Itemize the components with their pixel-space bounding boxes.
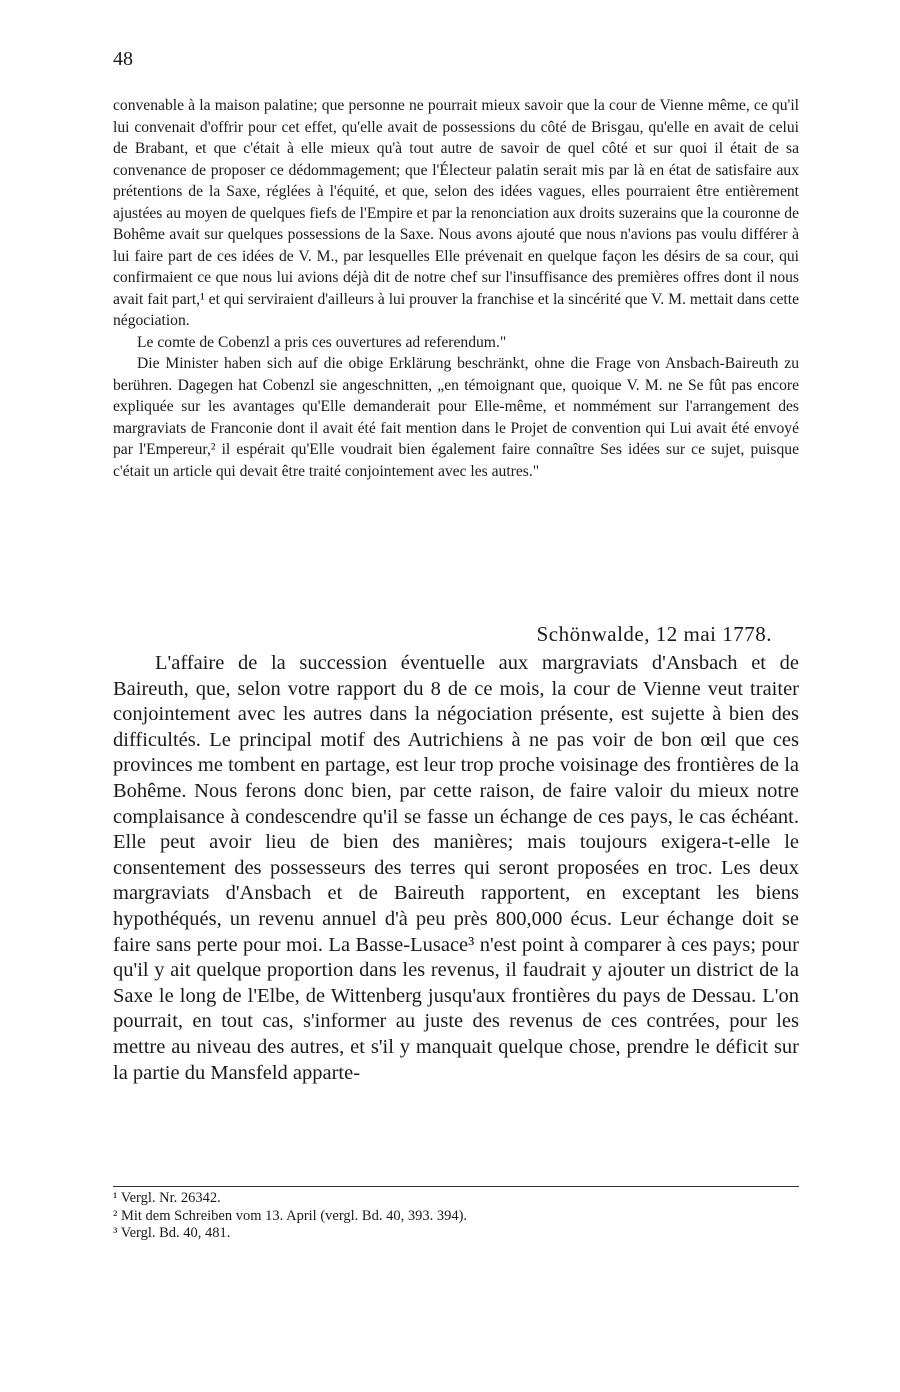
letter-paragraph: L'affaire de la succession éventuelle aux margraviats d'Ansbach et de Baireuth, que, selon votre rapport du 8 de ce mois, la cour de Vienne veut traiter conjointement avec les autres dans la négociation présente, est sujette à bien des difficultés. Le principal motif des Autrichiens à ne pas voir de bon œil que ces provinces me tombent en partage, est leur trop proche voisinage des frontières de la Bohême. Nous ferons donc bien, par cette raison, de faire valoir du mieux notre complaisance à condescendre qu'il se fasse un échange de ces pays, le cas échéant. Elle peut avoir lieu de bien des manières; mais toujours exigera-t-elle le consentement des possesseurs des terres qui seront proposées en troc. Les deux margraviats d'Ansbach et de Baireuth rapportent, en exceptant les biens hypothéqués, un revenu annuel d'à peu près 800,000 écus. Leur échange doit se faire sans perte pour moi. La Basse-Lusace³ n'est point à comparer à ces pays; pour qu'il y ait quelque proportion dans les revenus, il faudrait y ajouter un district de la Saxe le long de l'Elbe, de Wittenberg jusqu'aux frontières du pays de Dessau. L'on pourrait, en tout cas, s'informer au juste des revenus de ces contrées, pour les mettre au niveau des autres, et s'il y manquait quelque chose, prendre le déficit sur la partie du Mansfeld apparte- — [113, 652, 799, 1084]
report-paragraph: Le comte de Cobenzl a pris ces ouvertures ad referendum." — [137, 333, 507, 351]
report-excerpt — [113, 95, 799, 482]
footnote-divider — [113, 1186, 799, 1187]
footnotes — [113, 1190, 799, 1243]
footnote: ² Mit dem Schreiben vom 13. April (vergl. Bd. 40, 393. 394). — [113, 1207, 468, 1224]
page-number: 48 — [113, 48, 133, 70]
report-paragraph: convenable à la maison palatine; que personne ne pourrait mieux savoir que la cour de Vienne même, ce qu'il lui convenait d'offrir pour cet effet, qu'elle avait de possessions du côté de Brisgau, qu'elle en avait de celui de Brabant, et que c'était à elle mieux qu'à tout autre de savoir de quel côté et sur quoi il était de sa convenance de proposer ce dédommagement; que l'Électeur palatin serait mis par là en état de satisfaire aux prétentions de la Saxe, réglées à l'équité, et que, selon des idées vagues, elles pourraient être entièrement ajustées au moyen de quelques fiefs de l'Empire et par la renonciation aux droits suzerains que la couronne de Bohême avait sur quelques possessions de la Saxe. Nous avons ajouté que nous n'avions pas voulu différer à lui faire part de ces idées de V. M., par lesquelles Elle prévenait en quelque façon les désirs de sa cour, qui confirmaient ce que nous lui avions déjà dit de notre chef sur l'insuffisance des premières offres dont il nous avait fait part,¹ et qui serviraient d'ailleurs à lui prouver la franchise et la sincérité que V. M. mettait dans cette négociation. — [113, 97, 799, 329]
footnote: ¹ Vergl. Nr. 26342. — [113, 1190, 221, 1206]
report-paragraph: Die Minister haben sich auf die obige Erklärung beschränkt, ohne die Frage von Ansbach-Baireuth zu berühren. Dagegen hat Cobenzl sie angeschnitten, „en témoignant que, quoique V. M. ne Se fût pas encore expliquée sur les avantages qu'Elle demanderait pour Elle-même, et nommément sur l'arrangement des margraviats de Franconie dont il avait été fait mention dans le Projet de convention qui Lui avait été envoyé par l'Empereur,² il espérait qu'Elle voudrait bien également faire connaître Ses idées sur ce sujet, puisque c'était un article qui devait être traité conjointement avec les autres." — [113, 355, 799, 480]
letter-body — [113, 651, 799, 1086]
footnote: ³ Vergl. Bd. 40, 481. — [113, 1225, 231, 1241]
letter-dateline: Schönwalde, 12 mai 1778. — [536, 622, 772, 646]
